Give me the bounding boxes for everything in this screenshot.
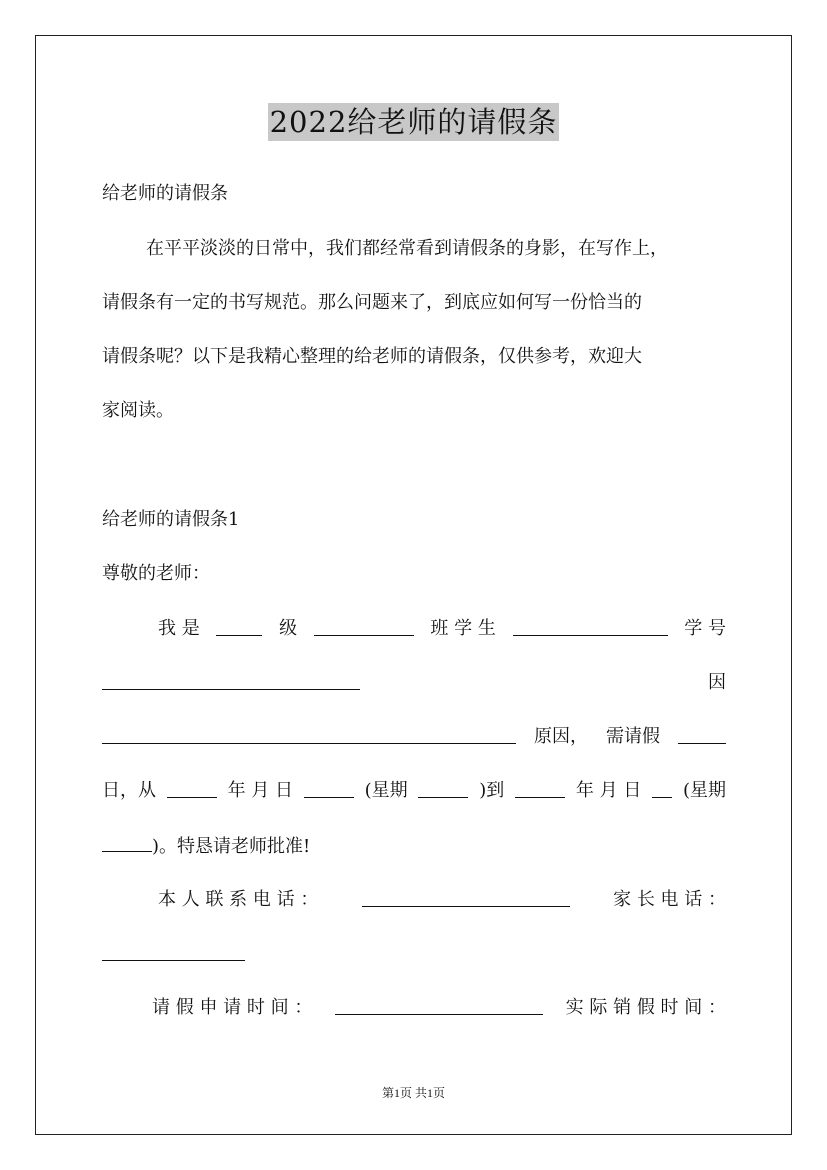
form-line-7 bbox=[102, 942, 726, 968]
form-text: 班 学 生 bbox=[430, 618, 496, 639]
form-line-1 bbox=[158, 617, 726, 641]
blank-field[interactable] bbox=[304, 779, 354, 798]
form-line-4 bbox=[102, 779, 726, 803]
form-text: )。特恳请老师批准! bbox=[152, 836, 311, 857]
form-text: 年 月 日 bbox=[575, 780, 642, 801]
form-text: 家 长 电 话 ： bbox=[613, 889, 726, 910]
blank-field[interactable] bbox=[515, 779, 565, 798]
form-text: 需请假 bbox=[606, 726, 660, 747]
document-title-wrap bbox=[0, 100, 827, 141]
form-line-2 bbox=[102, 671, 726, 695]
blank-field[interactable] bbox=[335, 996, 543, 1015]
form-line-3 bbox=[102, 725, 726, 749]
page-footer: 第1页 共1页 bbox=[381, 1086, 445, 1100]
form-text: (星期 bbox=[682, 780, 726, 801]
intro-line-2: 请假条有一定的书写规范。那么问题来了，到底应如何写一份恰当的 bbox=[102, 292, 642, 313]
form-text: (星期 bbox=[364, 780, 408, 801]
document-title: 2022给老师的请假条 bbox=[269, 105, 558, 139]
salutation: 尊敬的老师： bbox=[102, 563, 210, 584]
blank-field[interactable] bbox=[418, 779, 468, 798]
form-text: 原因， bbox=[534, 726, 588, 747]
blank-field[interactable] bbox=[102, 671, 360, 690]
blank-field[interactable] bbox=[513, 617, 668, 636]
form-line-5 bbox=[102, 833, 726, 859]
blank-field[interactable] bbox=[216, 617, 262, 636]
form-line-8 bbox=[152, 996, 726, 1020]
blank-field[interactable] bbox=[678, 725, 726, 744]
section-heading: 给老师的请假条1 bbox=[102, 509, 240, 530]
intro-line-1: 在平平淡淡的日常中，我们都经常看到请假条的身影，在写作上， bbox=[146, 238, 668, 259]
blank-field[interactable] bbox=[362, 888, 570, 907]
blank-field[interactable] bbox=[102, 725, 516, 744]
form-text: 年 月 日 bbox=[227, 780, 294, 801]
form-text: 实 际 销 假 时 间 ： bbox=[565, 997, 726, 1018]
form-text: 我 是 bbox=[158, 618, 200, 639]
subtitle: 给老师的请假条 bbox=[102, 183, 228, 204]
form-text: 本 人 联 系 电 话 ： bbox=[158, 889, 319, 910]
intro-line-3: 请假条呢？以下是我精心整理的给老师的请假条，仅供参考，欢迎大 bbox=[102, 346, 642, 367]
blank-field[interactable] bbox=[102, 942, 245, 961]
form-text: 因 bbox=[708, 672, 726, 693]
blank-field[interactable] bbox=[167, 779, 217, 798]
blank-field[interactable] bbox=[314, 617, 414, 636]
form-text: 级 bbox=[279, 618, 298, 639]
blank-field[interactable] bbox=[102, 833, 152, 852]
form-text: 学 号 bbox=[684, 618, 726, 639]
intro-line-4: 家阅读。 bbox=[102, 400, 174, 421]
form-text: )到 bbox=[479, 780, 505, 801]
form-text: 请 假 申 请 时 间 ： bbox=[152, 997, 313, 1018]
form-text: 日，从 bbox=[102, 780, 156, 801]
blank-field[interactable] bbox=[652, 779, 672, 798]
form-line-6 bbox=[158, 888, 726, 912]
